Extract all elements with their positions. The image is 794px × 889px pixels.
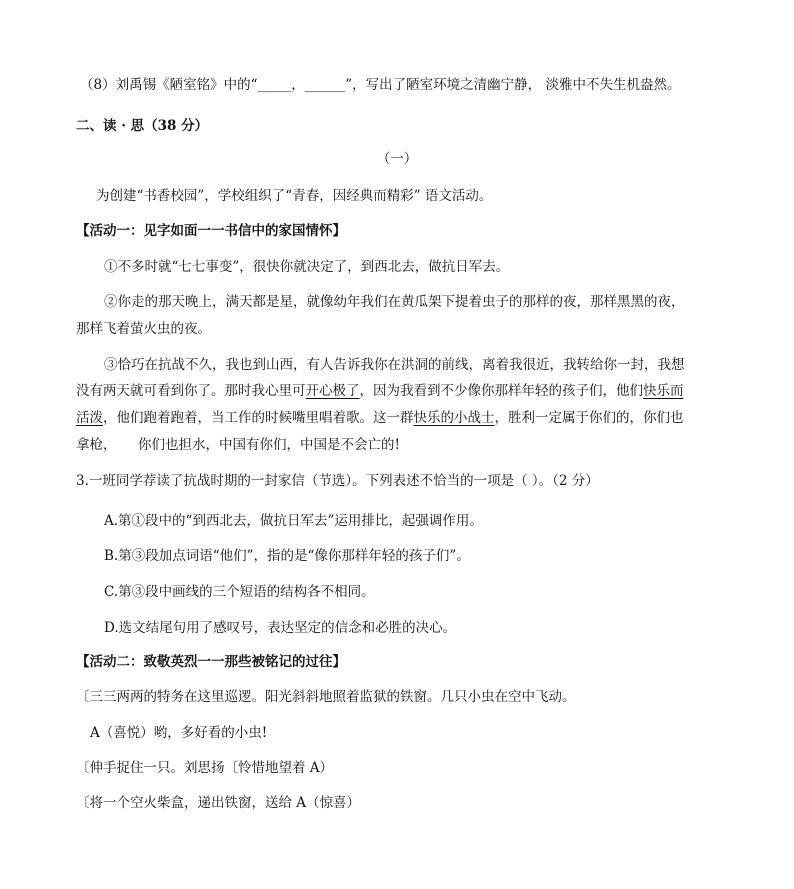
question-8-line xyxy=(80,76,680,94)
p3-text: 没有两天就可看到你了。那时我心里可 xyxy=(76,383,306,399)
underlined-phrase-2-start: 快乐而 xyxy=(643,383,684,399)
q8-blank-2[interactable]: ______ xyxy=(304,77,346,93)
q8-prefix: （8）刘禹锡《陋室铭》中的“ xyxy=(80,77,258,93)
underlined-phrase-1: 开心极了 xyxy=(305,383,360,399)
letter-paragraph-3-line-3 xyxy=(76,409,684,427)
script-line: A（喜悦）哟，多好看的小虫! xyxy=(90,725,268,741)
q8-separator: ， xyxy=(291,77,305,93)
letter-paragraph-2-line-1: ②你走的那天晚上，满天都是星，就像幼年我们在黄瓜架下提着虫子的那样的夜，那样黑黑的夜， xyxy=(104,294,685,310)
letter-paragraph-2-line-2: 那样飞着萤火虫的夜。 xyxy=(76,321,211,337)
question-3-stem: 3.一班同学荐读了抗战时期的一封家信（节选）。下列表述不恰当的一项是（ ）。（2 分） xyxy=(76,473,599,489)
activity-1-title: 【活动一：见字如面一一书信中的家国情怀】 xyxy=(76,223,346,239)
script-line: 〔将一个空火柴盒，递出铁窗，送给 A（惊喜） xyxy=(76,795,361,811)
p3-text: ，他们跑着跑着，当工作的时候嘴里唱着歌。这一群 xyxy=(103,410,414,426)
underlined-phrase-3: 快乐的小战士 xyxy=(413,410,495,426)
letter-paragraph-1: ①不多时就“七七事变”，很快你就决定了，到西北去，做抗日军去。 xyxy=(104,259,510,275)
underlined-phrase-2-end: 活泼 xyxy=(76,410,103,426)
script-line: 〔三三两两的特务在这里巡逻。阳光斜斜地照着监狱的铁窗。几只小虫在空中飞动。 xyxy=(76,689,576,705)
q8-blank-1[interactable]: _____ xyxy=(257,77,292,93)
question-3-option-a[interactable]: A.第①段中的“到西北去，做抗日军去”运用排比，起强调作用。 xyxy=(104,513,483,529)
letter-paragraph-3-line-1: ③恰巧在抗战不久，我也到山西，有人告诉我你在洪洞的前线，离着我很近，我转给你一封，我想 xyxy=(104,357,685,373)
activity-2-title: 【活动二：致敬英烈一一那些被铭记的过往】 xyxy=(76,654,346,670)
activity-intro: 为创建“书香校园”，学校组织了“青春，因经典而精彩” 语文活动。 xyxy=(96,188,493,204)
letter-paragraph-3-line-4: 拿枪， 你们也担水，中国有你们，中国是不会亡的! xyxy=(76,437,400,453)
letter-paragraph-3-line-2 xyxy=(76,382,684,400)
script-line: 〔伸手捉住一只。刘思扬〔怜惜地望着 A） xyxy=(76,760,334,776)
question-3-option-d[interactable]: D.选文结尾句用了感叹号，表达坚定的信念和必胜的决心。 xyxy=(104,620,457,636)
section-2-title: 二、读 · 思（38 分） xyxy=(76,118,209,134)
q8-suffix: ”，写出了陋室环境之清幽宁静， 淡雅中不失生机盎然。 xyxy=(345,77,681,93)
p3-text: ，因为我看到不少像你那样年轻的孩子们，他们 xyxy=(359,383,643,399)
part-1-heading: （一） xyxy=(376,151,418,167)
question-3-option-b[interactable]: B.第③段加点词语“他们”，指的是“像你那样年轻的孩子们”。 xyxy=(104,548,470,564)
p3-text: ，胜利一定属于你们的，你们也 xyxy=(494,410,684,426)
question-3-option-c[interactable]: C.第③段中画线的三个短语的结构各不相同。 xyxy=(104,584,375,600)
